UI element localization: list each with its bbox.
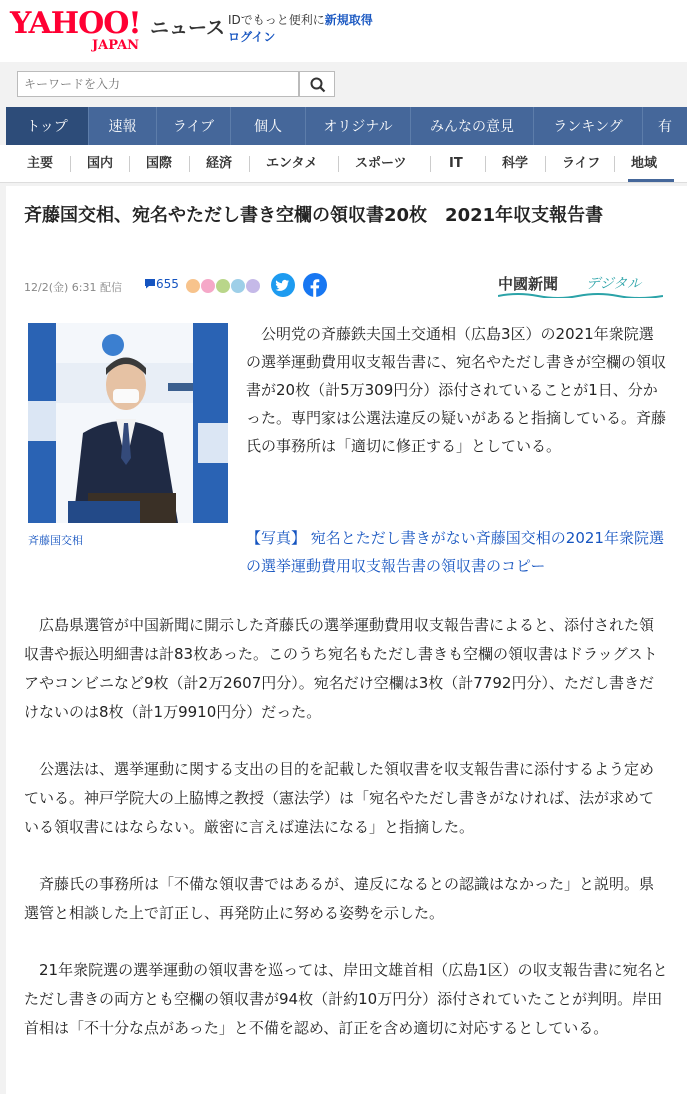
divider (70, 156, 71, 172)
twitter-icon (271, 273, 295, 297)
top-navigation (6, 107, 687, 145)
category-life[interactable]: ライフ (562, 156, 601, 171)
divider (614, 156, 615, 172)
logo-sub-text: JAPAN (92, 38, 140, 53)
id-promo (228, 11, 373, 28)
category-domestic[interactable]: 国内 (87, 156, 114, 171)
reaction-face-icon (246, 279, 260, 293)
logo-main-text: YAHOO! (10, 6, 141, 41)
category-sports[interactable]: スポーツ (355, 156, 407, 171)
divider (430, 156, 431, 172)
site-header (0, 0, 687, 62)
article-paragraph: 斉藤氏の事務所は「不備な領収書ではあるが、違反になるとの認識はなかった」と説明。県選管と相談した上で訂正し、再発防止に努める姿勢を示した。 (24, 875, 655, 922)
photo-minister-image (28, 323, 228, 523)
article-title: 斉藤国交相、宛名やただし書き空欄の領収書20枚 2021年収支報告書 (24, 205, 604, 226)
category-entertainment[interactable]: エンタメ (266, 156, 318, 171)
register-link[interactable]: 新規取得 (324, 13, 373, 27)
service-name[interactable]: ニュース (150, 17, 226, 39)
article (6, 186, 687, 1094)
nav-tab-individual[interactable]: 個人 (231, 107, 306, 145)
divider (249, 156, 250, 172)
article-date: 12/2(金) 6:31 配信 (24, 281, 122, 294)
divider (545, 156, 546, 172)
comment-count: 655 (156, 277, 179, 291)
search-bar (0, 62, 687, 107)
comment-icon (144, 278, 156, 289)
search-button[interactable] (299, 71, 335, 97)
article-paragraph: 公選法は、選挙運動に関する支出の目的を記載した領収書を収支報告書に添付するよう定めている。神戸学院大の上脇博之教授（憲法学）は「宛名やただし書きがなければ、法が求めている領収書にはならない。厳密に言えば違法になる」と指摘した。 (24, 760, 655, 836)
photo-gallery-link[interactable]: 【写真】 宛名とただし書きがない斉藤国交相の2021年衆院選の選挙運動費用収支報告書の領収書のコピー (246, 529, 664, 575)
category-world[interactable]: 国際 (146, 156, 173, 171)
search-input[interactable] (17, 71, 299, 97)
reaction-face-icon (201, 279, 215, 293)
category-economy[interactable]: 経済 (206, 156, 233, 171)
category-local[interactable]: 地域 (631, 156, 658, 171)
article-lead: 公明党の斉藤鉄夫国土交通相（広島3区）の2021年衆院選の選挙運動費用収支報告書に、宛名やただし書きが空欄の領収書が20枚（計5万309円分）添付されていることが1日、分かった。専門家は公選法違反の疑いがあると指摘している。斉藤氏の事務所は「適切に修正する」としている。 (246, 325, 667, 455)
source-name: 中國新聞 (498, 275, 559, 293)
reaction-face-icon (186, 279, 200, 293)
source-sub: デジタル (586, 276, 642, 292)
source-wave-decoration (498, 292, 663, 298)
divider (338, 156, 339, 172)
divider (189, 156, 190, 172)
article-paragraph: 21年衆院選の選挙運動の領収書を巡っては、岸田文雄首相（広島1区）の収支報告書に宛名とただし書きの両方とも空欄の領収書が94枚（計約10万円分）添付されていたことが判明。岸田首相は「不十分な点があった」と不備を認め、訂正を含め適切に対応するとしている。 (24, 961, 668, 1037)
facebook-share-button[interactable] (303, 273, 327, 297)
source-logo[interactable] (498, 272, 666, 300)
category-main[interactable]: 主要 (27, 156, 54, 171)
nav-tab-top[interactable]: トップ (6, 107, 89, 145)
id-prompt-text: IDでもっと便利に (228, 13, 325, 27)
article-paragraph: 広島県選管が中国新聞に開示した斉藤氏の選挙運動費用収支報告書によると、添付された領収書や振込明細書は計83枚あった。このうち宛名もただし書きも空欄の領収書はドラッグストアやコンビニなど9枚（計2万2607円分）。宛名だけ空欄は3枚（計7792円分）、ただし書きだけないのは8枚（計1万9910円分）だった。 (24, 616, 658, 721)
article-photo[interactable] (28, 323, 228, 523)
twitter-share-button[interactable] (271, 273, 295, 297)
category-science[interactable]: 科学 (502, 156, 529, 171)
category-it[interactable]: IT (449, 156, 463, 171)
active-category-indicator (628, 179, 674, 182)
nav-tab-opinions[interactable]: みんなの意見 (411, 107, 534, 145)
nav-tab-original[interactable]: オリジナル (306, 107, 411, 145)
comments-link[interactable] (144, 277, 179, 291)
nav-tab-ranking[interactable]: ランキング (534, 107, 643, 145)
category-navigation (0, 145, 687, 183)
nav-tab-breaking[interactable]: 速報 (89, 107, 157, 145)
login-link[interactable]: ログイン (228, 30, 276, 44)
nav-tab-live[interactable]: ライブ (157, 107, 231, 145)
search-icon (310, 77, 326, 93)
yahoo-japan-logo[interactable] (10, 6, 150, 53)
reaction-faces[interactable] (186, 279, 260, 293)
divider (485, 156, 486, 172)
divider (129, 156, 130, 172)
facebook-icon (303, 273, 327, 297)
photo-caption: 斉藤国交相 (28, 534, 83, 547)
reaction-face-icon (231, 279, 245, 293)
nav-tab-paid[interactable]: 有 (658, 119, 672, 135)
reaction-face-icon (216, 279, 230, 293)
